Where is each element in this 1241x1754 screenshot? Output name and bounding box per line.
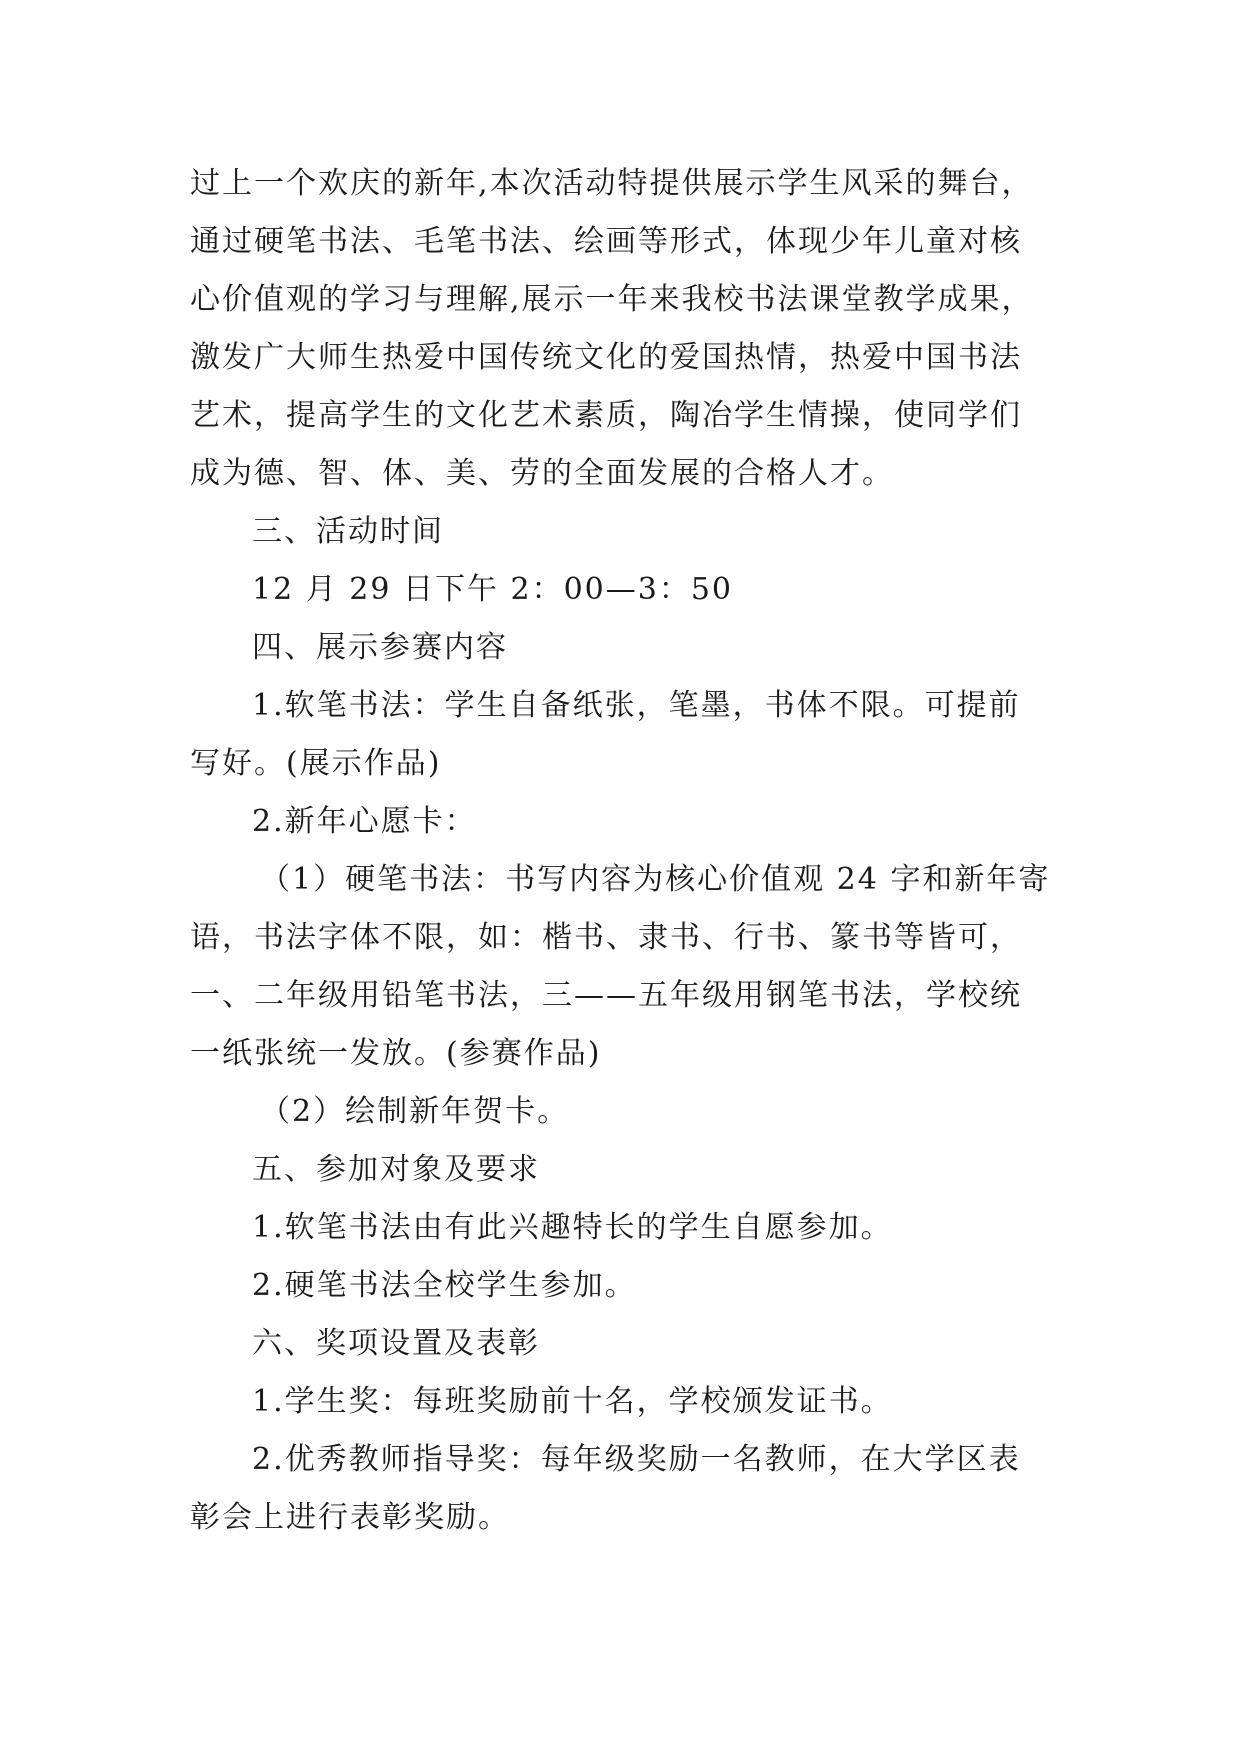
paragraph-line: 心价值观的学习与理解,展示一年来我校书法课堂教学成果， xyxy=(190,282,1034,317)
paragraph-line: 过上一个欢庆的新年,本次活动特提供展示学生风采的舞台， xyxy=(190,166,1034,201)
section-heading: 六、奖项设置及表彰 xyxy=(252,1326,540,1361)
section-heading: 五、参加对象及要求 xyxy=(252,1152,540,1187)
paragraph-line: 艺术，提高学生的文化艺术素质，陶冶学生情操，使同学们 xyxy=(190,398,1022,433)
paragraph-line: 一、二年级用铅笔书法，三——五年级用钢笔书法，学校统 xyxy=(190,978,1022,1013)
sub-list-item: （2）绘制新年贺卡。 xyxy=(260,1094,570,1129)
section-heading: 四、展示参赛内容 xyxy=(252,630,508,665)
list-item: 1.软笔书法由有此兴趣特长的学生自愿参加。 xyxy=(252,1210,893,1245)
paragraph-line: 通过硬笔书法、毛笔书法、绘画等形式，体现少年儿童对核 xyxy=(190,224,1022,259)
list-item: 1.学生奖：每班奖励前十名，学校颁发证书。 xyxy=(252,1384,893,1419)
list-item: 2.硬笔书法全校学生参加。 xyxy=(252,1268,637,1303)
paragraph-line: 写好。(展示作品) xyxy=(190,746,442,781)
paragraph-line: 语，书法字体不限，如：楷书、隶书、行书、篆书等皆可， xyxy=(190,920,1022,955)
paragraph-line: 一纸张统一发放。(参赛作品) xyxy=(190,1036,602,1071)
list-item: 2.优秀教师指导奖：每年级奖励一名教师，在大学区表 xyxy=(252,1442,1021,1477)
paragraph-line: 成为德、智、体、美、劳的全面发展的合格人才。 xyxy=(190,456,894,491)
paragraph-line: 激发广大师生热爱中国传统文化的爱国热情，热爱中国书法 xyxy=(190,340,1022,375)
sub-list-item: （1）硬笔书法：书写内容为核心价值观 24 字和新年寄 xyxy=(260,862,1051,897)
paragraph-line: 彰会上进行表彰奖励。 xyxy=(190,1500,510,1535)
list-item: 2.新年心愿卡： xyxy=(252,804,477,839)
list-item: 1.软笔书法：学生自备纸张，笔墨，书体不限。可提前 xyxy=(252,688,1021,723)
event-time: 12 月 29 日下午 2：00—3：50 xyxy=(252,572,734,607)
section-heading: 三、活动时间 xyxy=(252,514,444,549)
